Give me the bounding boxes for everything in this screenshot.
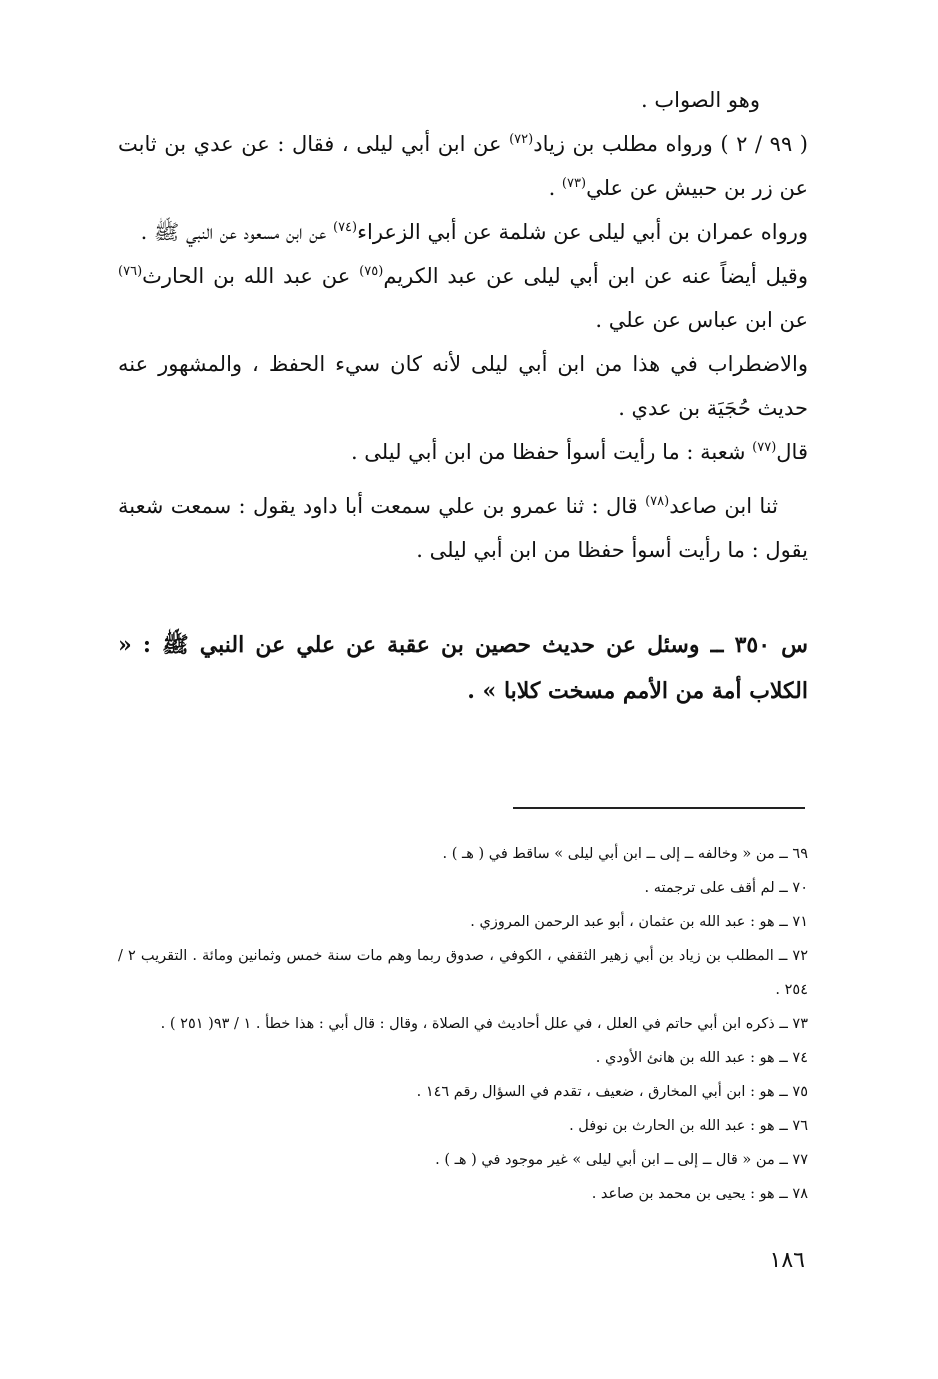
footnote-ref: (٧٨) xyxy=(645,494,670,509)
page-number: ١٨٦ xyxy=(769,1248,805,1273)
paragraph: وهو الصواب . xyxy=(641,88,760,112)
question-text: س ٣٥٠ ــ وسئل عن حديث حصين بن عقبة عن علي عن النبي ﷺ : « الكلاب أمة من الأمم مسخت كلابا » . xyxy=(118,632,809,704)
footnotes xyxy=(118,837,808,1211)
paragraph: والاضطراب في هذا من ابن أبي ليلى لأنه كان سيء الحفظ ، والمشهور عنه حديث حُجَيَة بن عدي . xyxy=(118,352,808,420)
main-text xyxy=(118,78,808,714)
footnote: ٧٠ ــ لم أقف على ترجمته . xyxy=(644,880,808,896)
footnote-divider xyxy=(513,807,805,809)
footnote-ref: (٧٢) xyxy=(509,132,534,147)
footnote: ٧٦ ــ هو : عبد الله بن الحارث بن نوفل . xyxy=(569,1118,808,1134)
footnote: ٧٤ ــ هو : عبد الله بن هانئ الأودي . xyxy=(595,1050,808,1066)
footnote-ref: (٧٥) xyxy=(359,264,384,279)
footnote: ٧٨ ــ هو : يحيى بن محمد بن صاعد . xyxy=(591,1186,808,1202)
footnote: ٧٣ ــ ذكره ابن أبي حاتم في العلل ، في علل أحاديث في الصلاة ، وقال : قال أبي : هذا خطأ . ١ / ٩٣( ٢٥١ ) . xyxy=(160,1016,808,1032)
paragraph: ورواه عمران بن أبي ليلى عن شلمة عن أبي الزعراء$^{(٧٤)}$ عن ابن مسعود عن النبي ﷺ . xyxy=(140,220,808,244)
footnote: ٧٢ ــ المطلب بن زياد بن أبي زهير الثقفي ، الكوفي ، صدوق ربما وهم مات سنة خمس وثمانين ومائة . التقريب ٢ / ٢٥٤ . xyxy=(118,948,808,998)
footnote: ٧١ ــ هو : عبد الله بن عثمان ، أبو عبد الرحمن المروزي . xyxy=(470,914,808,930)
footnote: ٦٩ ــ من « وخالفه ــ إلى ــ ابن أبي ليلى » ساقط في ( هـ ) . xyxy=(442,846,808,862)
footnote: ٧٥ ــ هو : ابن أبي المخارق ، ضعيف ، تقدم في السؤال رقم ١٤٦ . xyxy=(416,1084,808,1100)
paragraph: ثنا ابن صاعد$^{(٧٨)}$ قال : ثنا عمرو بن علي سمعت أبا داود يقول : سمعت شعبة يقول : ما رأيت أسوأ حفظا من ابن أبي ليلى . xyxy=(118,494,808,562)
paragraph: وقيل أيضاً عنه عن ابن أبي ليلى عن عبد الكريم$^{(٧٥)}$ عن عبد الله بن الحارث$^{(٧٦)}$ عن ابن عباس عن علي . xyxy=(118,264,808,332)
paragraph: قال$^{(٧٧)}$ شعبة : ما رأيت أسوأ حفظا من ابن أبي ليلى . xyxy=(350,440,808,464)
footnote: ٧٧ ــ من « قال ــ إلى ــ ابن أبي ليلى » غير موجود في ( هـ ) . xyxy=(435,1152,808,1168)
footnote-ref: (٧٣) xyxy=(561,176,587,191)
question-block xyxy=(118,622,808,714)
paragraph: ( ٩٩ / ٢ ) ورواه مطلب بن زياد$^{(٧٢)}$ عن ابن أبي ليلى ، فقال : عن عدي بن ثابت عن زر بن حبيش عن علي$^{(٧٣)}$ . xyxy=(118,132,808,200)
footnote-ref: (٧٤) xyxy=(332,220,358,235)
footnote-ref: (٧٦) xyxy=(118,264,143,279)
footnote-ref: (٧٧) xyxy=(752,440,777,455)
